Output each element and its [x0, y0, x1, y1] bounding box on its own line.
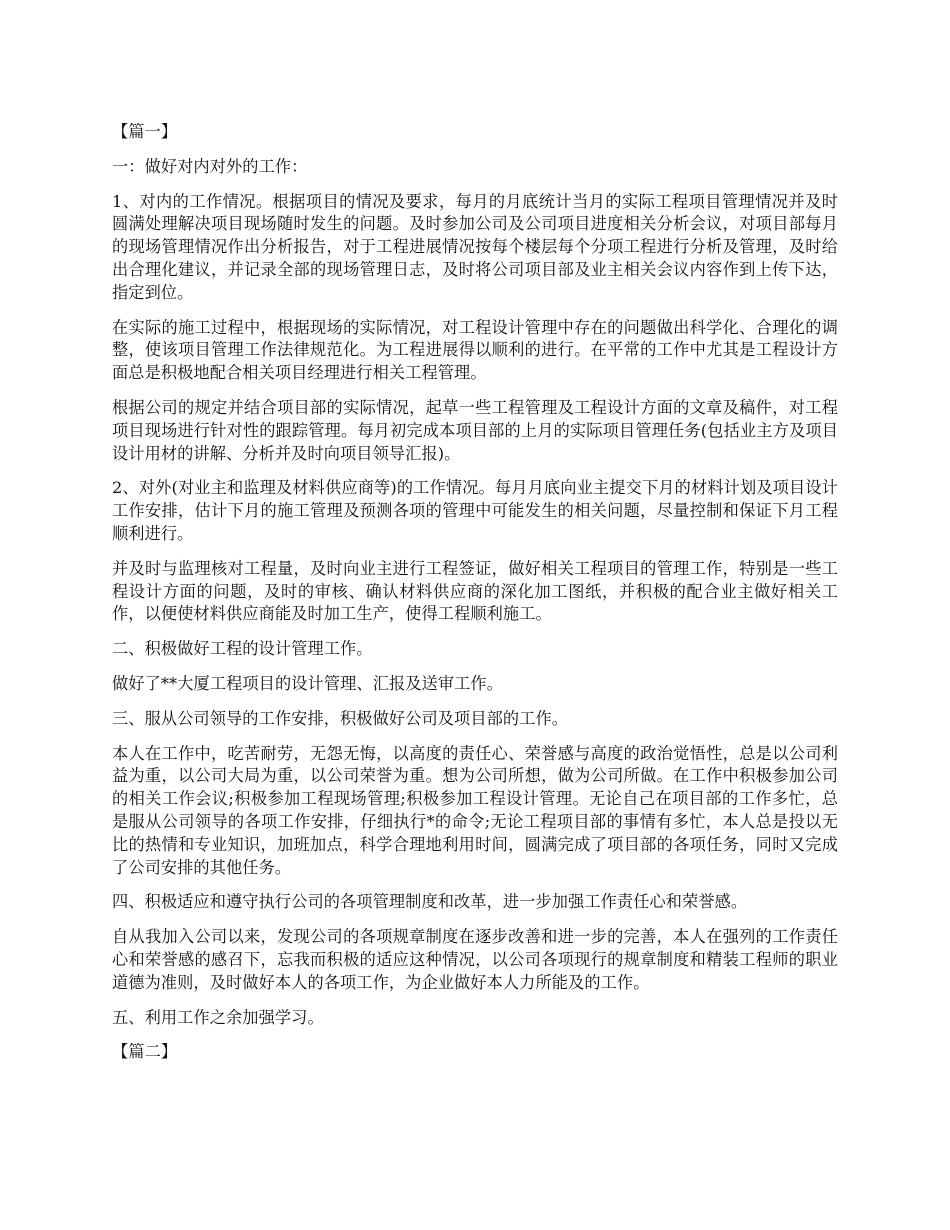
paragraph-supervision: 并及时与监理核对工程量，及时向业主进行工程签证，做好相关工程项目的管理工作，特别是一些工程设计方面的问题，及时的审核、确认材料供应商的深化加工图纸，并积极的配合业主做好相关工作，以便使材料供应商能及时加工生产，使得工程顺利施工。	[112, 558, 838, 624]
paragraph-design-project: 做好了**大厦工程项目的设计管理、汇报及送审工作。	[112, 673, 503, 693]
paragraph-hard-work: 本人在工作中，吃苦耐劳，无怨无悔，以高度的责任心、荣誉感与高度的政治觉悟性，总是以公司利益为重，以公司大局为重，以公司荣誉为重。想为公司所想，做为公司所做。在工作中积极参加公司的相关工作会议;积极参加工程现场管理;积极参加工程设计管理。无论自己在项目部的工作多忙，总是服从公司领导的各项工作安排，仔细执行*的命令;无论工程项目部的事情有多忙，本人总是投以无比的热情和专业知识，加班加点，科学合理地利用时间，圆满完成了项目部的各项任务，同时又完成了公司安排的其他任务。	[112, 743, 838, 877]
section-heading-2: 【篇二】	[112, 1042, 178, 1062]
paragraph-construction-process: 在实际的施工过程中，根据现场的实际情况，对工程设计管理中存在的问题做出科学化、合理化的调整，使该项目管理工作法律规范化。为工程进展得以顺利的进行。在平常的工作中尤其是工程设计方面总是积极地配合相关项目经理进行相关工程管理。	[112, 317, 838, 383]
subheading-obey-leadership: 三、服从公司领导的工作安排，积极做好公司及项目部的工作。	[112, 708, 569, 728]
section-heading-1: 【篇一】	[112, 122, 178, 141]
subheading-study: 五、利用工作之余加强学习。	[112, 1007, 324, 1027]
document-body	[112, 121, 838, 1076]
paragraph-internal-work: 1、对内的工作情况。根据项目的情况及要求，每月的月底统计当月的实际工程项目管理情况并及时圆满处理解决项目现场随时发生的问题。及时参加公司及公司项目进度相关分析会议，对项目部每月的现场管理情况作出分析报告，对于工程进展情况按每个楼层每个分项工程进行分析及管理，及时给出合理化建议，并记录全部的现场管理日志，及时将公司项目部及业主相关会议内容作到上传下达，指定到位。	[112, 191, 838, 302]
subheading-design-management: 二、积极做好工程的设计管理工作。	[112, 639, 373, 659]
paragraph-external-work: 2、对外(对业主和监理及材料供应商等)的工作情况。每月月底向业主提交下月的材料计划及项目设计工作安排，估计下月的施工管理及预测各项的管理中可能发生的相关问题，尽量控制和保证下月工程顺利进行。	[112, 478, 838, 543]
subheading-internal-external: 一：做好对内对外的工作：	[112, 156, 308, 176]
paragraph-since-joining: 自从我加入公司以来，发现公司的各项规章制度在逐步改善和进一步的完善，本人在强列的工作责任心和荣誉感的感召下，忘我而积极的适应这种情况，以公司各项现行的规章制度和精装工程师的职业道德为准则，及时做好本人的各项工作，为企业做好本人力所能及的工作。	[112, 927, 838, 992]
subheading-rules-reform: 四、积极适应和遵守执行公司的各项管理制度和改革，进一步加强工作责任心和荣誉感。	[112, 892, 748, 912]
paragraph-company-rules: 根据公司的规定并结合项目部的实际情况，起草一些工程管理及工程设计方面的文章及稿件，对工程项目现场进行针对性的跟踪管理。每月初完成本项目部的上月的实际项目管理任务(包括业主方及项目设计用材的讲解、分析并及时向项目领导汇报)。	[112, 397, 838, 463]
